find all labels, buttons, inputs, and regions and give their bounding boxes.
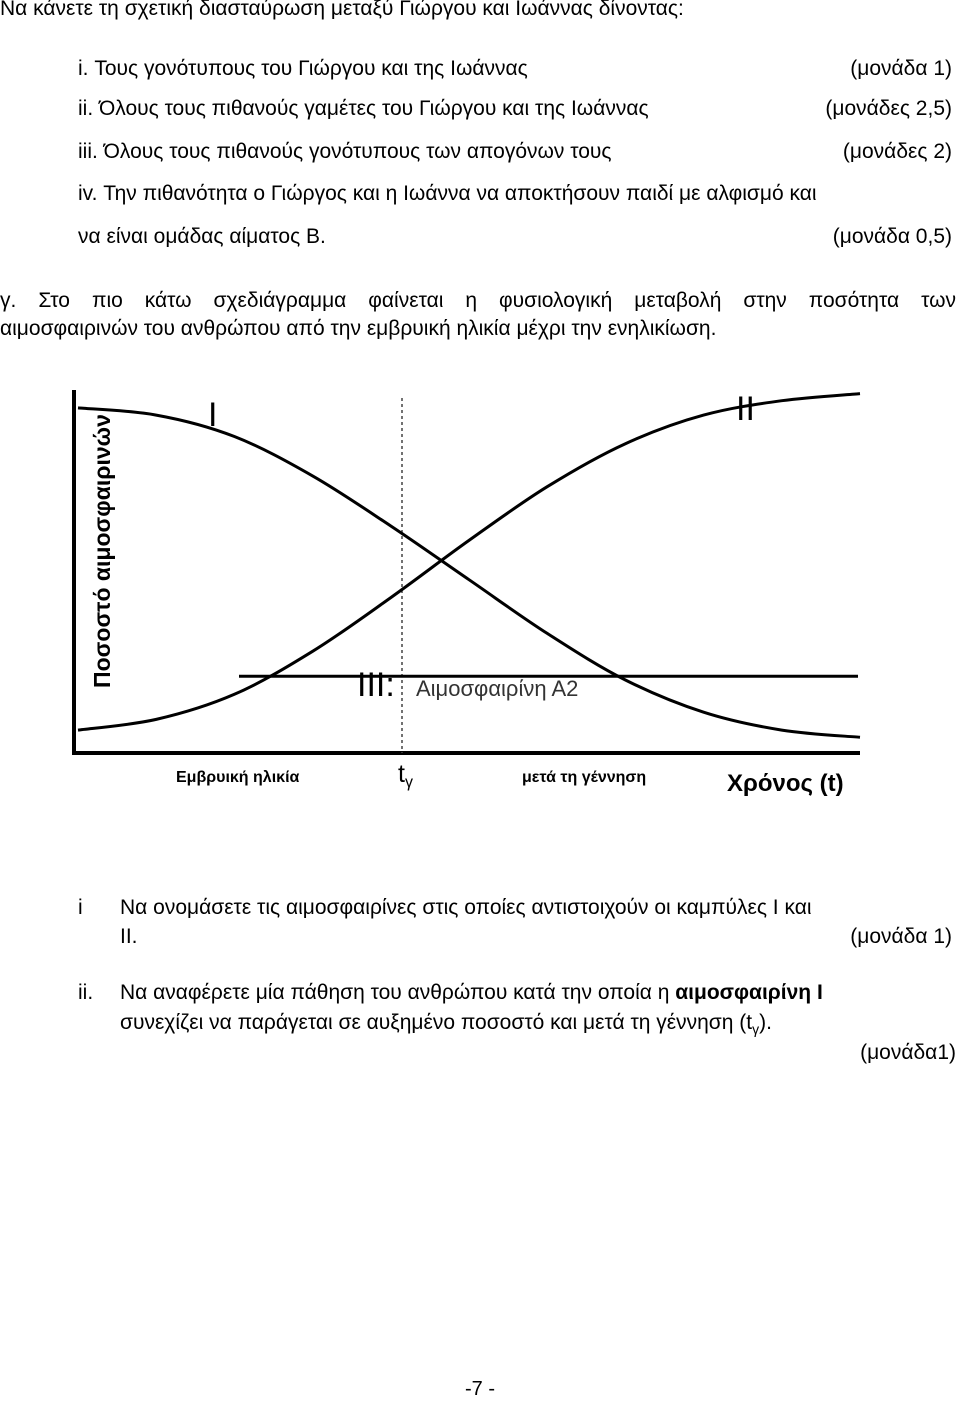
question-ii-line2-text: συνεχίζει να παράγεται σε αυξημένο ποσοστό και μετά τη γέννηση (t	[120, 1011, 753, 1034]
series-I-label: I	[208, 396, 218, 434]
section-g-line2: αιμοσφαιρινών του ανθρώπου από την εμβρυική ηλικία μέχρι την ενηλικίωση.	[0, 317, 717, 340]
question-i-points: (μονάδα 1)	[850, 925, 952, 948]
question-ii-line1-text: Να αναφέρετε μία πάθηση του ανθρώπου κατά την οποία η	[120, 981, 676, 1004]
item-iv-line2: να είναι ομάδας αίματος Β.	[78, 225, 326, 248]
question-ii-bold-term: αιμοσφαιρίνη Ι	[675, 981, 823, 1004]
item-ii-text: ii. Όλους τους πιθανούς γαμέτες του Γιώργου και της Ιωάννας	[78, 97, 649, 120]
x-region-fetal-label: Εμβρυική ηλικία	[176, 769, 300, 786]
t-gamma-main: t	[398, 760, 405, 788]
item-i-points: (μονάδα 1)	[850, 57, 952, 80]
question-i-line1: Να ονομάσετε τις αιμοσφαιρίνες στις οποίες αντιστοιχούν οι καμπύλες Ι και	[120, 896, 812, 919]
intro-text: Να κάνετε τη σχετική διασταύρωση μεταξύ Γιώργου και Ιωάννας δίνοντας:	[0, 0, 684, 20]
question-i-line2: ΙΙ.	[120, 925, 138, 948]
question-i-number: i	[78, 896, 83, 919]
item-iii-points: (μονάδες 2)	[842, 140, 952, 163]
question-ii-line1	[120, 980, 823, 1006]
t-gamma-sub: γ	[404, 774, 413, 791]
item-ii-points: (μονάδες 2,5)	[825, 97, 952, 120]
t-gamma-label	[398, 760, 413, 791]
hemoglobin-chart	[0, 380, 960, 820]
series-II-label: II	[736, 390, 755, 428]
series-III-label: III:	[357, 666, 395, 704]
section-g-line1: γ. Στο πιο κάτω σχεδιάγραμμα φαίνεται η φυσιολογική μεταβολή στην ποσότητα των	[0, 289, 956, 312]
item-iv-points: (μονάδα 0,5)	[832, 225, 952, 248]
item-iv-line1: iv. Την πιθανότητα ο Γιώργος και η Ιωάννα να αποκτήσουν παιδί με αλφισμό και	[78, 182, 817, 205]
item-iii-text: iii. Όλους τους πιθανούς γονότυπους των απογόνων τους	[78, 140, 612, 163]
series-III-description: Αιμοσφαιρίνη Α2	[416, 676, 579, 701]
page-number: -7 -	[465, 1378, 495, 1400]
question-ii-points: (μονάδα1)	[860, 1041, 956, 1064]
question-ii-line2-end: ).	[759, 1011, 772, 1034]
item-i-text: i. Τους γονότυπους του Γιώργου και της Ιωάννας	[78, 57, 528, 80]
y-axis-label: Ποσοστό αιμοσφαιρινών	[89, 414, 115, 688]
question-ii-line2	[120, 1010, 772, 1042]
x-region-postnatal-label: μετά τη γέννηση	[522, 769, 647, 786]
x-axis-label: Χρόνος (t)	[727, 770, 844, 797]
question-ii-number: ii.	[78, 981, 94, 1004]
question-ii-subscript: γ	[752, 1021, 760, 1038]
